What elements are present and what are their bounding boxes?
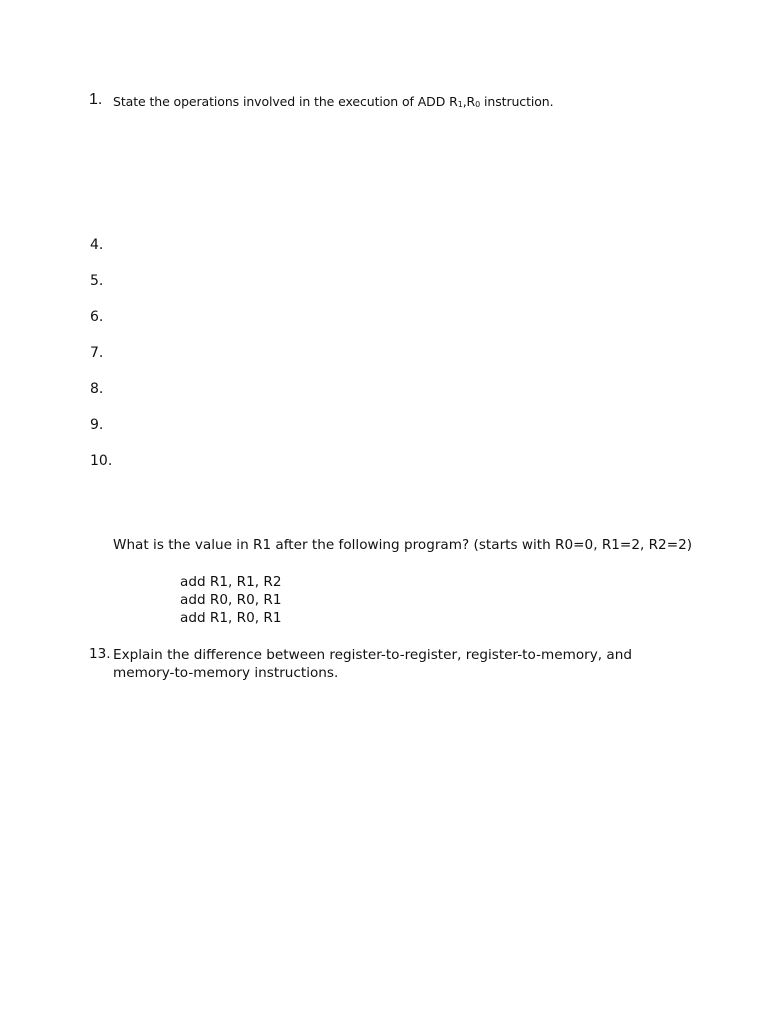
question-1-number: 1. [89,91,103,108]
question-1-comma: ,R [462,94,476,109]
item-number-4: 4. [90,237,104,253]
question-13-text: Explain the difference between register-to-register, register-to-memory, and memory-to-memory instructions. [113,647,632,681]
item-number-9: 9. [90,417,104,433]
program-line: add R1, R0, R1 [180,610,282,626]
item-number-10: 10. [90,453,113,469]
question-1-text-after: instruction. [480,94,554,109]
item-number-8: 8. [90,381,104,397]
item-number-6: 6. [90,309,104,325]
value-question-text: What is the value in R1 after the following program? (starts with R0=0, R1=2, R2=2) [113,537,693,553]
program-line: add R0, R0, R1 [180,592,282,608]
question-1-text [113,94,554,109]
item-number-7: 7. [90,345,104,361]
register-subscript-0: 0 [475,100,481,109]
item-number-5: 5. [90,273,104,289]
program-listing [180,573,281,627]
question-1-text-before: State the operations involved in the execution of ADD R [113,94,458,109]
program-line: add R1, R1, R2 [180,574,282,590]
question-13-number: 13. [89,646,111,662]
register-subscript-1: 1 [457,100,463,109]
